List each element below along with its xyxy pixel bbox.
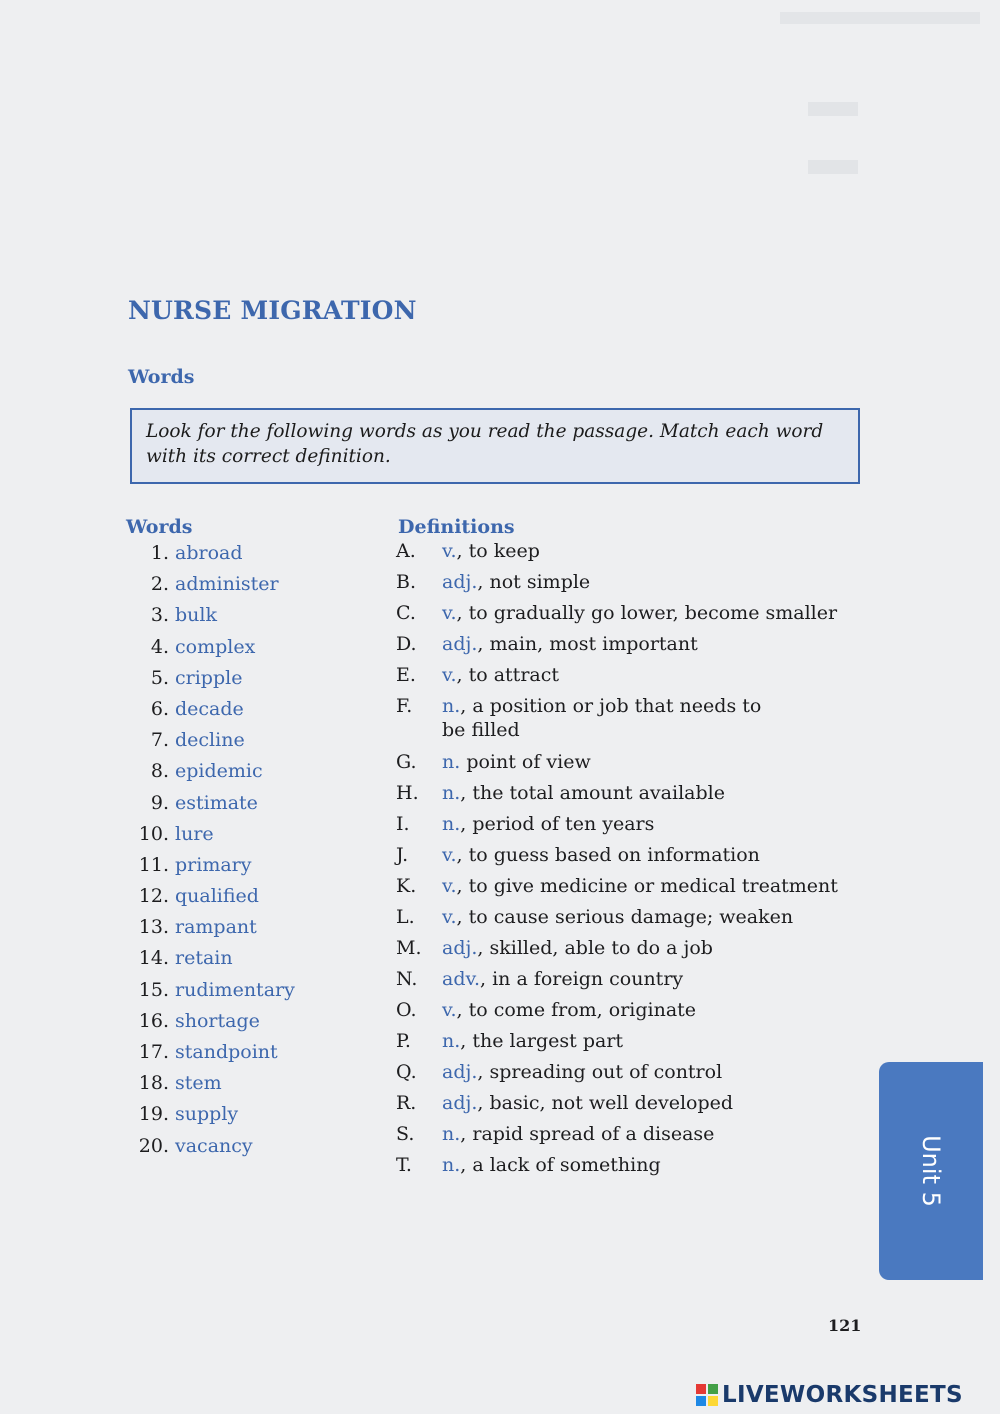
definition-item <box>396 1122 876 1146</box>
definition-text: , rapid spread of a disease <box>460 1123 715 1145</box>
definition-text: , the largest part <box>460 1030 624 1052</box>
definition-item <box>396 1060 876 1084</box>
definition-text: , to keep <box>456 540 540 562</box>
word-list <box>124 539 394 1163</box>
word-item <box>124 944 394 975</box>
part-of-speech: adj. <box>442 633 478 655</box>
vocabulary-word: decade <box>175 697 244 720</box>
word-item <box>124 1069 394 1100</box>
words-column-header: Words <box>126 516 193 538</box>
part-of-speech: n. <box>442 695 461 717</box>
word-number: 10. <box>138 822 169 845</box>
definition-item <box>396 1029 876 1053</box>
word-item <box>124 726 394 757</box>
word-item <box>124 882 394 913</box>
definition-item <box>396 781 876 805</box>
word-number: 3. <box>150 604 169 627</box>
vocabulary-word: vacancy <box>175 1134 253 1157</box>
definition-item <box>396 874 876 898</box>
word-number: 15. <box>138 978 169 1001</box>
definition-text: , to gradually go lower, become smaller <box>456 602 838 624</box>
part-of-speech: adj. <box>442 937 478 959</box>
definition-letter: P. <box>396 1030 411 1052</box>
definition-letter: O. <box>396 999 417 1021</box>
vocabulary-word: primary <box>175 853 252 876</box>
word-item <box>124 1132 394 1163</box>
brand-name: LIVEWORKSHEETS <box>722 1382 963 1408</box>
definition-item <box>396 632 876 656</box>
part-of-speech: n. <box>442 1154 461 1176</box>
definition-item <box>396 694 876 742</box>
instruction-box <box>130 408 860 484</box>
vocabulary-word: stem <box>175 1072 222 1095</box>
brand-logo[interactable] <box>696 1380 963 1410</box>
unit-tab <box>879 1062 983 1280</box>
definition-letter: G. <box>396 751 417 773</box>
vocabulary-word: standpoint <box>175 1041 278 1063</box>
word-item <box>124 976 394 1007</box>
definition-letter: N. <box>396 968 418 990</box>
word-item <box>124 789 394 820</box>
definition-text: , not simple <box>477 571 591 593</box>
vocabulary-word: decline <box>175 729 245 752</box>
word-number: 9. <box>150 791 169 814</box>
part-of-speech: adv. <box>442 968 481 990</box>
definition-item <box>396 601 876 625</box>
definition-text: point of view <box>460 751 591 773</box>
vocabulary-word: shortage <box>175 1009 260 1032</box>
word-number: 5. <box>150 666 169 689</box>
definition-letter: K. <box>396 875 417 897</box>
vocabulary-word: qualified <box>175 885 259 908</box>
word-item <box>124 820 394 851</box>
page-number: 121 <box>828 1316 862 1335</box>
definition-letter: D. <box>396 633 417 655</box>
definition-letter: M. <box>396 937 422 959</box>
definitions-column-header: Definitions <box>398 516 515 538</box>
definition-item <box>396 750 876 774</box>
definition-text-continued: be filled <box>442 719 520 741</box>
part-of-speech: v. <box>442 664 457 686</box>
word-number: 4. <box>150 635 169 658</box>
bleed-through-mark <box>808 102 858 116</box>
word-number: 17. <box>138 1041 169 1063</box>
vocabulary-word: lure <box>175 822 214 845</box>
definition-item <box>396 812 876 836</box>
definition-letter: Q. <box>396 1061 417 1083</box>
definition-item <box>396 570 876 594</box>
definition-text: , period of ten years <box>460 813 655 835</box>
definition-text: , to come from, originate <box>456 999 697 1021</box>
part-of-speech: v. <box>442 540 457 562</box>
part-of-speech: n. <box>442 782 461 804</box>
vocabulary-word: retain <box>175 947 233 970</box>
definition-item <box>396 967 876 991</box>
definition-text: , to give medicine or medical treatment <box>456 875 838 897</box>
definition-letter: T. <box>396 1154 412 1176</box>
vocabulary-word: administer <box>175 573 279 596</box>
part-of-speech: n. <box>442 1030 461 1052</box>
word-number: 7. <box>150 729 169 752</box>
part-of-speech: n. <box>442 751 461 773</box>
vocabulary-word: estimate <box>175 791 258 814</box>
word-item <box>124 633 394 664</box>
word-number: 12. <box>138 885 169 908</box>
word-item <box>124 851 394 882</box>
word-item <box>124 913 394 944</box>
definition-letter: E. <box>396 664 416 686</box>
definition-text: , the total amount available <box>460 782 725 804</box>
definition-item <box>396 539 876 563</box>
unit-label: Unit 5 <box>916 1135 945 1207</box>
definition-text: , skilled, able to do a job <box>477 937 713 959</box>
vocabulary-word: complex <box>175 635 256 658</box>
word-number: 20. <box>138 1134 169 1157</box>
definition-item <box>396 1091 876 1115</box>
definition-text: , spreading out of control <box>477 1061 723 1083</box>
part-of-speech: v. <box>442 602 457 624</box>
word-number: 18. <box>138 1072 169 1095</box>
vocabulary-word: cripple <box>175 666 243 689</box>
liveworksheets-logo-icon <box>696 1384 718 1406</box>
definition-letter: J. <box>396 844 409 866</box>
part-of-speech: n. <box>442 813 461 835</box>
definition-letter: S. <box>396 1123 415 1145</box>
part-of-speech: v. <box>442 875 457 897</box>
word-number: 16. <box>138 1009 169 1032</box>
definition-text: , in a foreign country <box>480 968 684 990</box>
word-number: 13. <box>138 916 169 939</box>
word-number: 2. <box>150 573 169 596</box>
definition-text: , a position or job that needs to <box>460 695 762 717</box>
definition-item <box>396 905 876 929</box>
definition-item <box>396 663 876 687</box>
word-number: 19. <box>138 1103 169 1126</box>
page-title: NURSE MIGRATION <box>128 296 417 325</box>
vocabulary-word: abroad <box>175 542 243 564</box>
word-item <box>124 664 394 695</box>
definition-letter: I. <box>396 813 410 835</box>
bleed-through-mark <box>808 160 858 174</box>
part-of-speech: adj. <box>442 1092 478 1114</box>
part-of-speech: v. <box>442 999 457 1021</box>
definition-text: , basic, not well developed <box>477 1092 734 1114</box>
word-item <box>124 1100 394 1131</box>
word-number: 6. <box>150 697 169 720</box>
word-item <box>124 1007 394 1038</box>
definition-item <box>396 998 876 1022</box>
definition-text: , to guess based on information <box>456 844 760 866</box>
vocabulary-word: rudimentary <box>175 978 295 1001</box>
vocabulary-word: supply <box>175 1103 239 1126</box>
definition-text: , to cause serious damage; weaken <box>456 906 794 928</box>
definition-text: , main, most important <box>477 633 698 655</box>
definition-letter: C. <box>396 602 416 624</box>
part-of-speech: v. <box>442 906 457 928</box>
word-number: 14. <box>138 947 169 970</box>
definition-letter: B. <box>396 571 417 593</box>
vocabulary-word: epidemic <box>175 760 263 783</box>
definition-letter: R. <box>396 1092 417 1114</box>
word-item <box>124 601 394 632</box>
definition-item <box>396 1153 876 1177</box>
part-of-speech: adj. <box>442 571 478 593</box>
definition-item <box>396 843 876 867</box>
definition-text: , a lack of something <box>460 1154 661 1176</box>
definition-text: , to attract <box>456 664 560 686</box>
part-of-speech: v. <box>442 844 457 866</box>
bleed-through-mark <box>780 12 980 24</box>
definition-letter: A. <box>396 540 416 562</box>
definition-letter: L. <box>396 906 415 928</box>
definition-letter: F. <box>396 695 413 717</box>
word-item <box>124 1038 394 1069</box>
section-heading: Words <box>128 366 195 388</box>
vocabulary-word: rampant <box>175 916 257 939</box>
word-number: 1. <box>150 542 169 564</box>
instruction-text: Look for the following words as you read the passage. Match each word with its correct definition. <box>146 421 824 467</box>
part-of-speech: adj. <box>442 1061 478 1083</box>
definition-item <box>396 936 876 960</box>
word-item <box>124 757 394 788</box>
vocabulary-word: bulk <box>175 604 217 627</box>
word-number: 11. <box>138 853 169 876</box>
word-item <box>124 570 394 601</box>
word-item <box>124 539 394 570</box>
word-item <box>124 695 394 726</box>
definition-letter: H. <box>396 782 419 804</box>
word-number: 8. <box>150 760 169 783</box>
part-of-speech: n. <box>442 1123 461 1145</box>
